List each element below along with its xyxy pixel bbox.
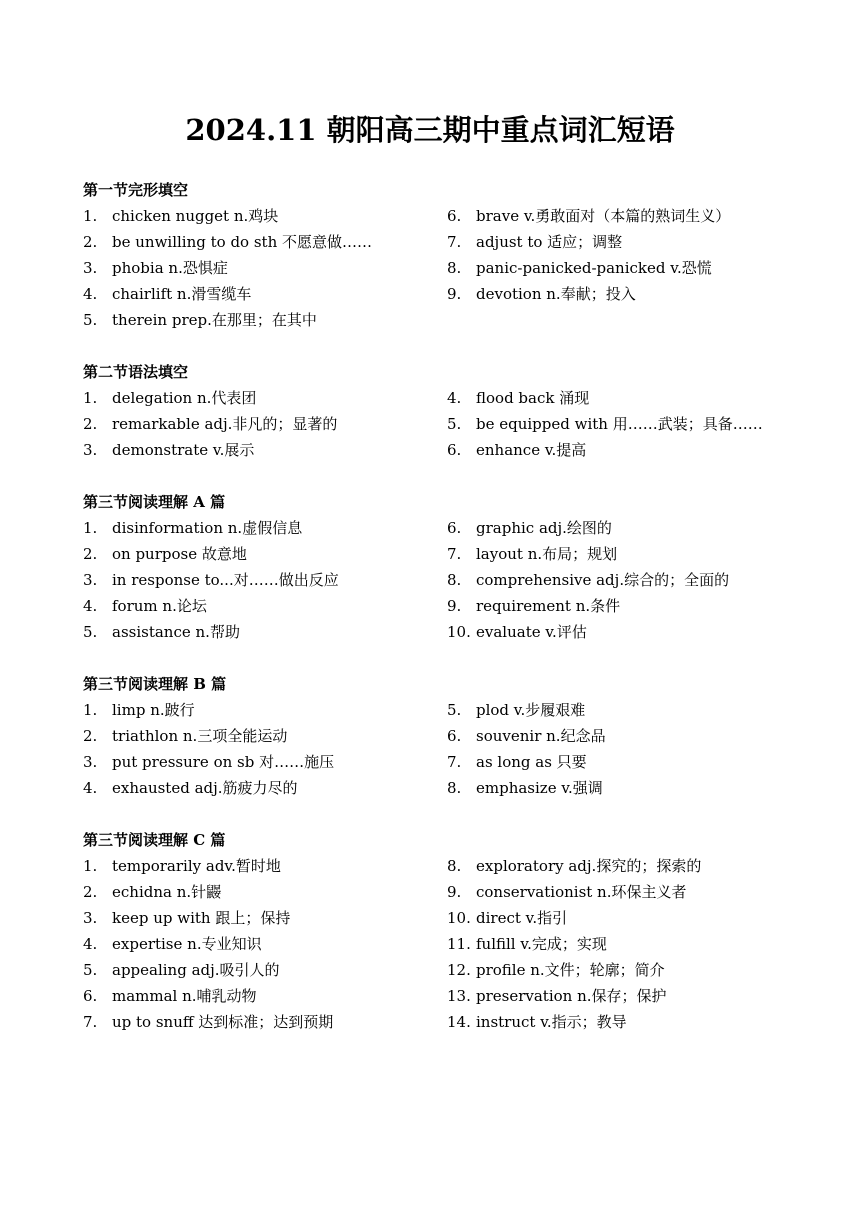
vocabulary-entry: keep up with 跟上；保持 <box>112 909 291 927</box>
list-item <box>447 203 827 229</box>
list-item <box>447 437 827 463</box>
item-number: 4. <box>83 597 98 615</box>
vocabulary-entry: mammal n.哺乳动物 <box>112 987 257 1005</box>
word-list-right-column <box>447 697 827 801</box>
item-number: 3. <box>83 753 98 771</box>
item-number: 3. <box>83 259 98 277</box>
list-item <box>83 931 433 957</box>
item-number: 3. <box>83 441 98 459</box>
item-number: 9. <box>447 883 462 901</box>
vocabulary-entry: conservationist n.环保主义者 <box>476 883 687 901</box>
vocabulary-entry: exploratory adj.探究的；探索的 <box>476 857 702 875</box>
list-item <box>447 775 827 801</box>
vocabulary-entry: phobia n.恐惧症 <box>112 259 228 277</box>
list-item <box>447 957 827 983</box>
vocabulary-entry: on purpose 故意地 <box>112 545 247 563</box>
list-item <box>447 749 827 775</box>
item-number: 8. <box>447 779 462 797</box>
list-item <box>83 983 433 1009</box>
item-number: 3. <box>83 909 98 927</box>
list-item <box>83 749 433 775</box>
list-item <box>83 281 433 307</box>
vocabulary-entry: assistance n.帮助 <box>112 623 240 641</box>
list-item <box>447 515 827 541</box>
list-item <box>83 697 433 723</box>
vocabulary-entry: preservation n.保存；保护 <box>476 987 667 1005</box>
item-number: 4. <box>447 389 462 407</box>
vocabulary-entry: requirement n.条件 <box>476 597 621 615</box>
item-number: 8. <box>447 571 462 589</box>
list-item <box>83 567 433 593</box>
vocabulary-entry: up to snuff 达到标准；达到预期 <box>112 1013 334 1031</box>
list-item <box>447 723 827 749</box>
vocabulary-entry: appealing adj.吸引人的 <box>112 961 280 979</box>
list-item <box>83 619 433 645</box>
vocabulary-entry: be unwilling to do sth 不愿意做…… <box>112 233 373 251</box>
item-number: 1. <box>83 701 98 719</box>
list-item <box>447 593 827 619</box>
vocabulary-entry: be equipped with 用……武装；具备…… <box>476 415 763 433</box>
vocabulary-entry: layout n.布局；规划 <box>476 545 618 563</box>
item-number: 12. <box>447 961 471 979</box>
section-heading: 第三节阅读理解 B 篇 <box>83 675 227 693</box>
vocabulary-entry: temporarily adv.暂时地 <box>112 857 281 875</box>
vocabulary-entry: fulfill v.完成；实现 <box>476 935 607 953</box>
item-number: 5. <box>83 961 98 979</box>
vocabulary-entry: delegation n.代表团 <box>112 389 257 407</box>
item-number: 7. <box>83 1013 98 1031</box>
item-number: 6. <box>447 727 462 745</box>
vocabulary-entry: comprehensive adj.综合的；全面的 <box>476 571 730 589</box>
item-number: 3. <box>83 571 98 589</box>
item-number: 14. <box>447 1013 471 1031</box>
item-number: 10. <box>447 909 471 927</box>
vocabulary-entry: therein prep.在那里；在其中 <box>112 311 317 329</box>
list-item <box>83 905 433 931</box>
vocabulary-entry: profile n.文件；轮廓；简介 <box>476 961 665 979</box>
word-list-left-column <box>83 853 433 1035</box>
item-number: 9. <box>447 285 462 303</box>
item-number: 5. <box>83 311 98 329</box>
list-item <box>83 879 433 905</box>
item-number: 1. <box>83 389 98 407</box>
vocabulary-entry: devotion n.奉献；投入 <box>476 285 636 303</box>
list-item <box>83 1009 433 1035</box>
list-item <box>447 229 827 255</box>
vocabulary-entry: souvenir n.纪念品 <box>476 727 606 745</box>
vocabulary-entry: direct v.指引 <box>476 909 568 927</box>
document-title: 2024.11 朝阳高三期中重点词汇短语 <box>185 113 675 147</box>
vocabulary-entry: panic-panicked-panicked v.恐慌 <box>476 259 712 277</box>
item-number: 6. <box>447 519 462 537</box>
word-list-left-column <box>83 697 433 801</box>
list-item <box>83 229 433 255</box>
list-item <box>83 411 433 437</box>
vocabulary-entry: limp n.跛行 <box>112 701 195 719</box>
item-number: 2. <box>83 233 98 251</box>
word-list-right-column <box>447 515 827 645</box>
list-item <box>447 905 827 931</box>
item-number: 1. <box>83 857 98 875</box>
list-item <box>447 983 827 1009</box>
item-number: 7. <box>447 545 462 563</box>
list-item <box>447 619 827 645</box>
vocabulary-entry: emphasize v.强调 <box>476 779 603 797</box>
item-number: 4. <box>83 779 98 797</box>
word-list-left-column <box>83 515 433 645</box>
vocabulary-entry: instruct v.指示；教导 <box>476 1013 627 1031</box>
list-item <box>447 931 827 957</box>
item-number: 2. <box>83 883 98 901</box>
word-list-right-column <box>447 385 827 463</box>
list-item <box>447 1009 827 1035</box>
item-number: 11. <box>447 935 471 953</box>
list-item <box>447 385 827 411</box>
item-number: 9. <box>447 597 462 615</box>
item-number: 4. <box>83 285 98 303</box>
vocabulary-entry: exhausted adj.筋疲力尽的 <box>112 779 298 797</box>
list-item <box>83 593 433 619</box>
list-item <box>447 853 827 879</box>
list-item <box>83 255 433 281</box>
vocabulary-entry: brave v.勇敢面对（本篇的熟词生义） <box>476 207 731 225</box>
vocabulary-entry: disinformation n.虚假信息 <box>112 519 303 537</box>
vocabulary-entry: as long as 只要 <box>476 753 587 771</box>
item-number: 2. <box>83 415 98 433</box>
vocabulary-entry: expertise n.专业知识 <box>112 935 262 953</box>
word-list-left-column <box>83 385 433 463</box>
item-number: 6. <box>447 441 462 459</box>
list-item <box>83 957 433 983</box>
section-heading: 第一节完形填空 <box>83 181 189 199</box>
item-number: 4. <box>83 935 98 953</box>
item-number: 6. <box>83 987 98 1005</box>
vocabulary-entry: plod v.步履艰难 <box>476 701 586 719</box>
vocabulary-entry: forum n.论坛 <box>112 597 207 615</box>
section-heading: 第三节阅读理解 C 篇 <box>83 831 226 849</box>
list-item <box>83 515 433 541</box>
list-item <box>447 411 827 437</box>
vocabulary-entry: graphic adj.绘图的 <box>476 519 612 537</box>
list-item <box>83 385 433 411</box>
vocabulary-entry: in response to...对……做出反应 <box>112 571 339 589</box>
list-item <box>447 541 827 567</box>
list-item <box>83 437 433 463</box>
word-list-right-column <box>447 203 827 307</box>
vocabulary-entry: adjust to 适应；调整 <box>476 233 623 251</box>
item-number: 7. <box>447 233 462 251</box>
word-list-left-column <box>83 203 433 333</box>
list-item <box>83 307 433 333</box>
list-item <box>447 281 827 307</box>
item-number: 13. <box>447 987 471 1005</box>
list-item <box>83 775 433 801</box>
vocabulary-entry: triathlon n.三项全能运动 <box>112 727 288 745</box>
vocabulary-entry: chairlift n.滑雪缆车 <box>112 285 252 303</box>
list-item <box>83 723 433 749</box>
vocabulary-entry: evaluate v.评估 <box>476 623 587 641</box>
list-item <box>447 567 827 593</box>
vocabulary-entry: remarkable adj.非凡的；显著的 <box>112 415 338 433</box>
list-item <box>447 697 827 723</box>
vocabulary-entry: flood back 涌现 <box>476 389 590 407</box>
item-number: 2. <box>83 545 98 563</box>
item-number: 8. <box>447 259 462 277</box>
list-item <box>83 853 433 879</box>
list-item <box>83 541 433 567</box>
list-item <box>447 255 827 281</box>
item-number: 6. <box>447 207 462 225</box>
vocabulary-entry: enhance v.提高 <box>476 441 587 459</box>
section-heading: 第三节阅读理解 A 篇 <box>83 493 226 511</box>
vocabulary-entry: put pressure on sb 对……施压 <box>112 753 335 771</box>
item-number: 5. <box>447 415 462 433</box>
list-item <box>447 879 827 905</box>
vocabulary-entry: echidna n.针鼹 <box>112 883 222 901</box>
section-heading: 第二节语法填空 <box>83 363 189 381</box>
word-list-right-column <box>447 853 827 1035</box>
item-number: 2. <box>83 727 98 745</box>
list-item <box>83 203 433 229</box>
item-number: 1. <box>83 519 98 537</box>
item-number: 7. <box>447 753 462 771</box>
item-number: 8. <box>447 857 462 875</box>
item-number: 10. <box>447 623 471 641</box>
item-number: 1. <box>83 207 98 225</box>
vocabulary-entry: chicken nugget n.鸡块 <box>112 207 279 225</box>
vocabulary-entry: demonstrate v.展示 <box>112 441 255 459</box>
item-number: 5. <box>83 623 98 641</box>
item-number: 5. <box>447 701 462 719</box>
